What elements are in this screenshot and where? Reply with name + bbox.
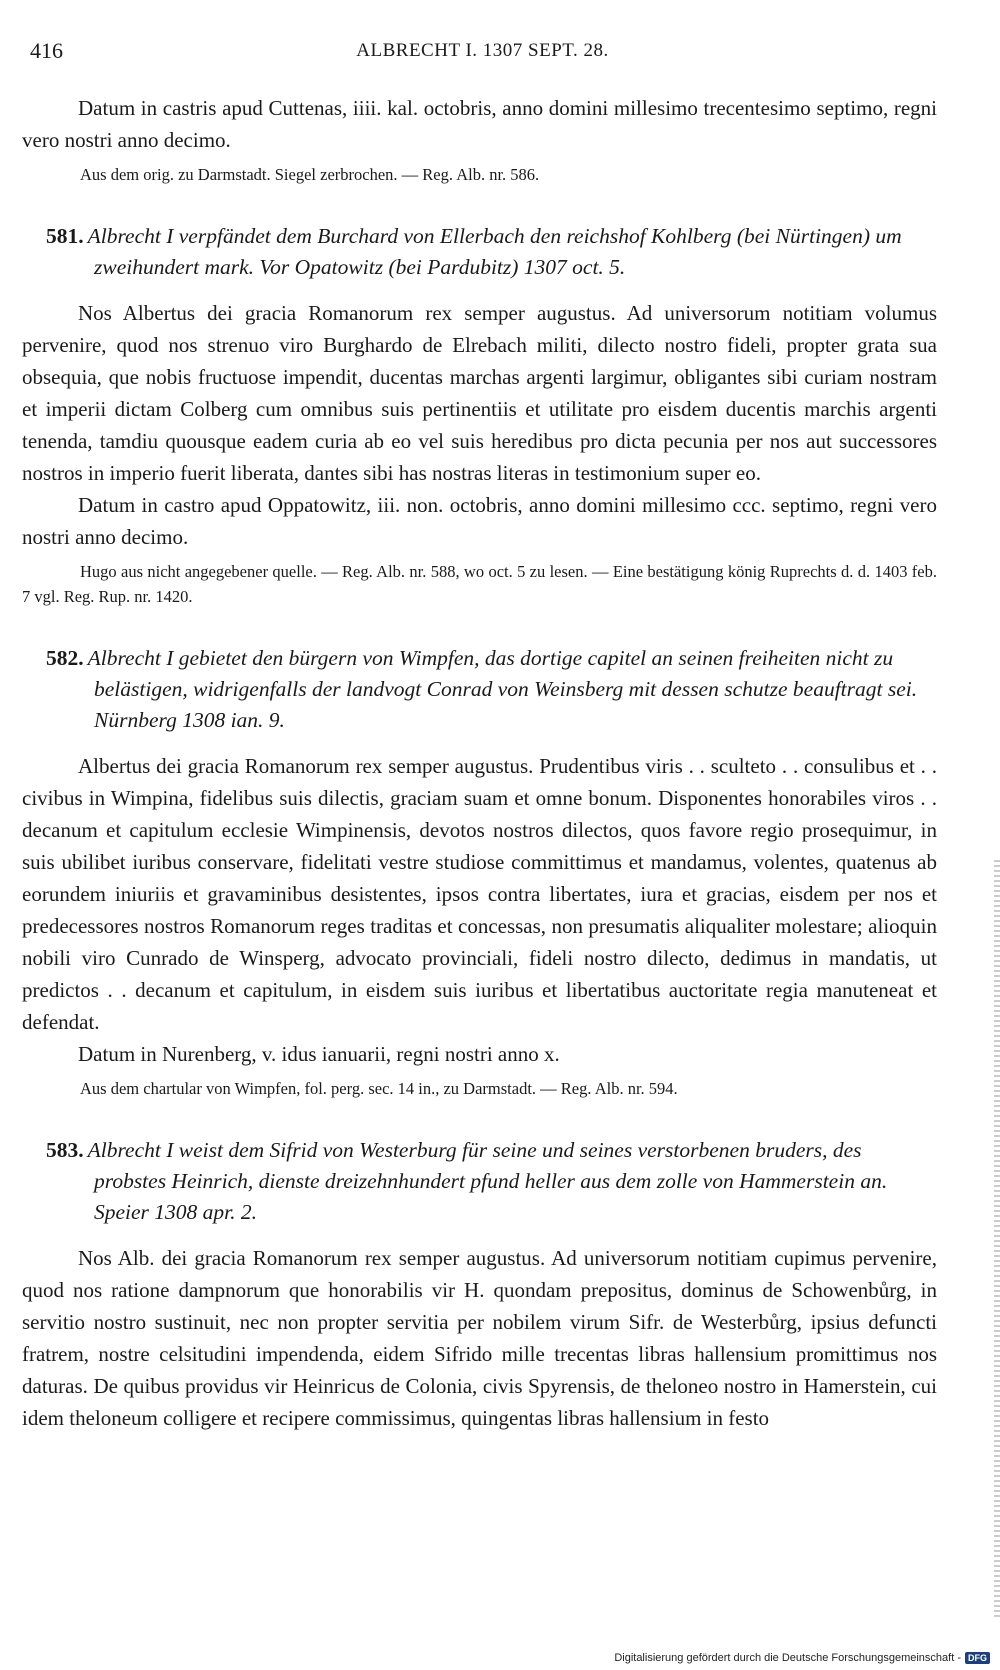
digitization-footer [614, 1652, 990, 1664]
document-text: Albertus dei gracia Romanorum rex semper augustus. Prudentibus viris . . sculteto . . consulibus et . . civibus in Wimpina, fidelibus suis dilectis, graciam suam et omne bonum. Disponentes honorabiles viros . . decanum et capitulum ecclesie Wimpinensis, devotos nostros dilectos, quos favore regio prosequimur, in suis ubilibet iuribus conservare, fidelitati vestre studiose committimus et mandamus, volentes, quatenus ab eorundem iniuriis et gravaminibus desistentes, ipsos contra libertates, iura et gracias, eisdem per nos et predecessores nostros Romanorum reges traditas et concessas, non presumatis aliqualiter molestare; alioquin nobili viro Cunrado de Winsperg, advocato provinciali, fideli nostro dilecto, dedimus in mandatis, ut predictos . . decanum et capitulum, in eisdem suis iuribus et libertatibus auctoritate regia manuteneat et defendat. [22, 754, 937, 1034]
document-text: Nos Alb. dei gracia Romanorum rex semper augustus. Ad universorum notitiam cupimus pervenire, quod nos ratione dampnorum que honorabilis vir H. quondam prepositus, dominus de Schowenbůrg, in servitio nostro sustinuit, nec non propter servitia per nobilem virum Sifr. de Westerbůrg, ipsius defuncti fratrem, nostre celsitudini impendenda, eidem Sifrido mille trecentas libras hallensium promittimus nos daturas. De quibus providus vir Heinricus de Colonia, civis Spyrensis, de theloneo nostro in Hamerstein, cui idem theloneum colligere et recipere commissimus, quingentas libras hallensium in festo [22, 1246, 937, 1430]
document-text: Nos Albertus dei gracia Romanorum rex semper augustus. Ad universorum notitiam volumus pervenire, quod nos strenuo viro Burghardo de Elrebach militi, dilecto nostro fideli, propter grata sua obsequia, que nobis fructuose impendit, ducentas marchas argenti largimur, obligantes sibi curiam nostram et imperii dictam Colberg cum omnibus suis pertinentiis et utilitate pro eisdem ducentis marchis argenti tenenda, tamdiu quousque eadem curia ab eo vel suis heredibus pro dicta pecunia per nos aut successores nostros in imperio fuerit liberata, dantes sibi has nostras literas in testimonium super eo. [22, 301, 937, 485]
dating-clause: Datum in Nurenberg, v. idus ianuarii, regni nostri anno x. [78, 1042, 560, 1066]
entry-583 [22, 1135, 937, 1434]
entry-581 [22, 221, 937, 609]
page-header [30, 38, 935, 72]
page-content [22, 92, 937, 1434]
regest-heading [22, 1135, 937, 1228]
page-edge-scan-mark [994, 860, 1000, 1620]
regest-text: Albrecht I verpfändet dem Burchard von Ellerbach den reichshof Kohlberg (bei Nürtingen) um zweihundert mark. Vor Opatowitz (bei Pardubitz) 1307 oct. 5. [87, 224, 902, 279]
source-note: Aus dem orig. zu Darmstadt. Siegel zerbrochen. — Reg. Alb. nr. 586. [80, 165, 540, 184]
source-note: Aus dem chartular von Wimpfen, fol. perg. sec. 14 in., zu Darmstadt. — Reg. Alb. nr. 594. [80, 1079, 678, 1098]
source-note: Hugo aus nicht angegebener quelle. — Reg. Alb. nr. 588, wo oct. 5 zu lesen. — Eine bestätigung könig Ruprechts d. d. 1403 feb. 7 vgl. Reg. Rup. nr. 1420. [22, 562, 937, 606]
entry-number: 583. [46, 1138, 84, 1162]
regest-heading [22, 643, 937, 736]
entry-number: 582. [46, 646, 84, 670]
dating-clause: Datum in castro apud Oppatowitz, iii. non. octobris, anno domini millesimo ccc. septimo, regni vero nostri anno decimo. [22, 493, 937, 549]
footer-credit: Digitalisierung gefördert durch die Deutsche Forschungsgemeinschaft - [614, 1652, 961, 1664]
page-number: 416 [30, 38, 63, 63]
regest-heading [22, 221, 937, 283]
running-head: ALBRECHT I. 1307 SEPT. 28. [356, 40, 609, 61]
entry-582 [22, 643, 937, 1101]
regest-text: Albrecht I gebietet den bürgern von Wimpfen, das dortige capitel an seinen freiheiten nicht zu belästigen, widrigenfalls der landvogt Conrad von Weinsberg mit dessen schutze beauftragt sei. Nürnberg 1308 ian. 9. [87, 646, 918, 732]
dfg-logo-badge: DFG [965, 1652, 990, 1664]
entry-number: 581. [46, 224, 84, 248]
continuation-paragraph: Datum in castris apud Cuttenas, iiii. kal. octobris, anno domini millesimo trecentesimo septimo, regni vero nostri anno decimo. [22, 96, 937, 152]
regest-text: Albrecht I weist dem Sifrid von Westerburg für seine und seines verstorbenen bruders, des probstes Heinrich, dienste dreizehnhundert pfund heller aus dem zolle von Hammerstein an. Speier 1308 apr. 2. [87, 1138, 888, 1224]
